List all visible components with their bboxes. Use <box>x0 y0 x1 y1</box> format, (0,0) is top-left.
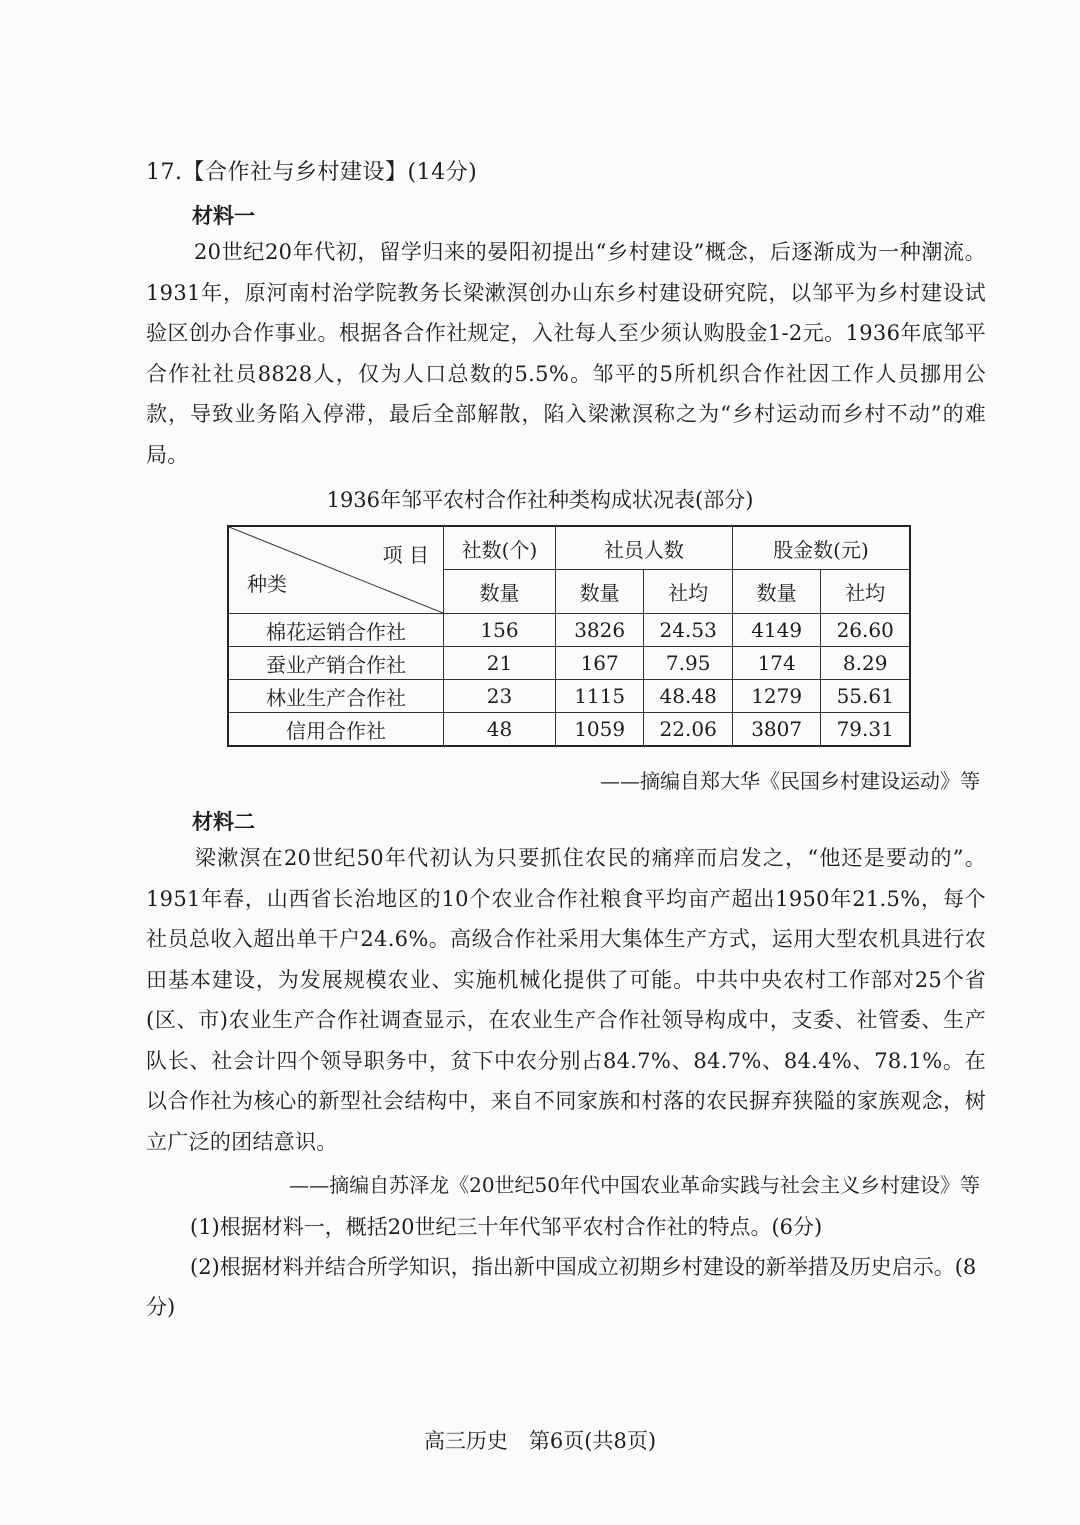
subheader-cell: 社均 <box>821 570 910 614</box>
table-cell: 26.60 <box>821 614 910 647</box>
table-cell: 1115 <box>555 680 643 713</box>
cooperative-table <box>227 525 911 747</box>
table-cell: 24.53 <box>644 614 733 647</box>
subheader-cell: 数量 <box>444 570 556 614</box>
table-row <box>228 713 910 747</box>
table-row <box>228 680 910 713</box>
question-2: (2)根据材料并结合所学知识，指出新中国成立初期乡村建设的新举措及历史启示。(8分) <box>146 1255 977 1319</box>
material2-source: ——摘编自苏泽龙《20世纪50年代中国农业革命实践与社会主义乡村建设》等 <box>289 1173 980 1197</box>
table-row <box>228 647 910 680</box>
table-cell: 156 <box>444 614 556 647</box>
subheader-cell: 数量 <box>732 570 820 614</box>
material1-paragraph <box>146 232 986 475</box>
material1-label: 材料一 <box>192 204 255 228</box>
table-corner-cell <box>228 526 444 614</box>
table-cell: 21 <box>444 647 556 680</box>
table-row <box>228 614 910 647</box>
table-cell: 蚕业产销合作社 <box>228 647 444 680</box>
table-cell: 48 <box>444 713 556 747</box>
table-cell: 1059 <box>555 713 643 747</box>
table-cell: 林业生产合作社 <box>228 680 444 713</box>
page-footer: 高三历史 第6页(共8页) <box>423 1429 657 1453</box>
material1-source: ——摘编自郑大华《民国乡村建设运动》等 <box>600 769 980 793</box>
table-cell: 48.48 <box>644 680 733 713</box>
header-members: 社员人数 <box>555 526 732 570</box>
material2-text: 梁漱溟在20世纪50年代初认为只要抓住农民的痛痒而启发之，“他还是要动的”。1951年春，山西省长治地区的10个农业合作社粮食平均亩产超出1950年21.5%，每个社员总收入超出单干户24.6%。高级合作社采用大集体生产方式，运用大型农机具进行农田基本建设，为发展规模农业、实施机械化提供了可能。中共中央农村工作部对25个省(区、市)农业生产合作社调查显示，在农业生产合作社领导构成中，支委、社管委、生产队长、社会计四个领导职务中，贫下中农分别占84.7%、84.7%、84.4%、78.1%。在以合作社为核心的新型社会结构中，来自不同家族和村落的农民摒弃狭隘的家族观念，树立广泛的团结意识。 <box>146 846 986 1154</box>
question-title: 17.【合作社与乡村建设】(14分) <box>146 160 478 185</box>
table-cell: 167 <box>555 647 643 680</box>
table-cell: 22.06 <box>644 713 733 747</box>
table-cell: 4149 <box>732 614 820 647</box>
table-cell: 信用合作社 <box>228 713 444 747</box>
table-cell: 1279 <box>732 680 820 713</box>
header-count: 社数(个) <box>444 526 556 570</box>
table-cell: 7.95 <box>644 647 733 680</box>
material1-text: 20世纪20年代初，留学归来的晏阳初提出“乡村建设”概念，后逐渐成为一种潮流。1931年，原河南村治学院教务长梁漱溟创办山东乡村建设研究院，以邹平为乡村建设试验区创办合作事业。根据各合作社规定，入社每人至少须认购股金1-2元。1936年底邹平合作社社员8828人，仅为人口总数的5.5%。邹平的5所机织合作社因工作人员挪用公款，导致业务陷入停滞，最后全部解散，陷入梁漱溟称之为“乡村运动而乡村不动”的难局。 <box>146 240 986 467</box>
table-cell: 79.31 <box>821 713 910 747</box>
table-cell: 棉花运销合作社 <box>228 614 444 647</box>
question-1: (1)根据材料一，概括20世纪三十年代邹平农村合作社的特点。(6分) <box>190 1215 823 1239</box>
table-cell: 3826 <box>555 614 643 647</box>
table-cell: 174 <box>732 647 820 680</box>
subheader-cell: 社均 <box>644 570 733 614</box>
material2-label: 材料二 <box>192 810 255 834</box>
corner-top-label: 项 目 <box>382 543 429 567</box>
corner-bottom-label: 种类 <box>247 572 287 596</box>
table-cell: 3807 <box>732 713 820 747</box>
table-cell: 8.29 <box>821 647 910 680</box>
table-cell: 55.61 <box>821 680 910 713</box>
material2-paragraph <box>146 838 986 1162</box>
table-cell: 23 <box>444 680 556 713</box>
header-shares: 股金数(元) <box>732 526 910 570</box>
table-caption: 1936年邹平农村合作社种类构成状况表(部分) <box>326 488 754 512</box>
subheader-cell: 数量 <box>555 570 643 614</box>
